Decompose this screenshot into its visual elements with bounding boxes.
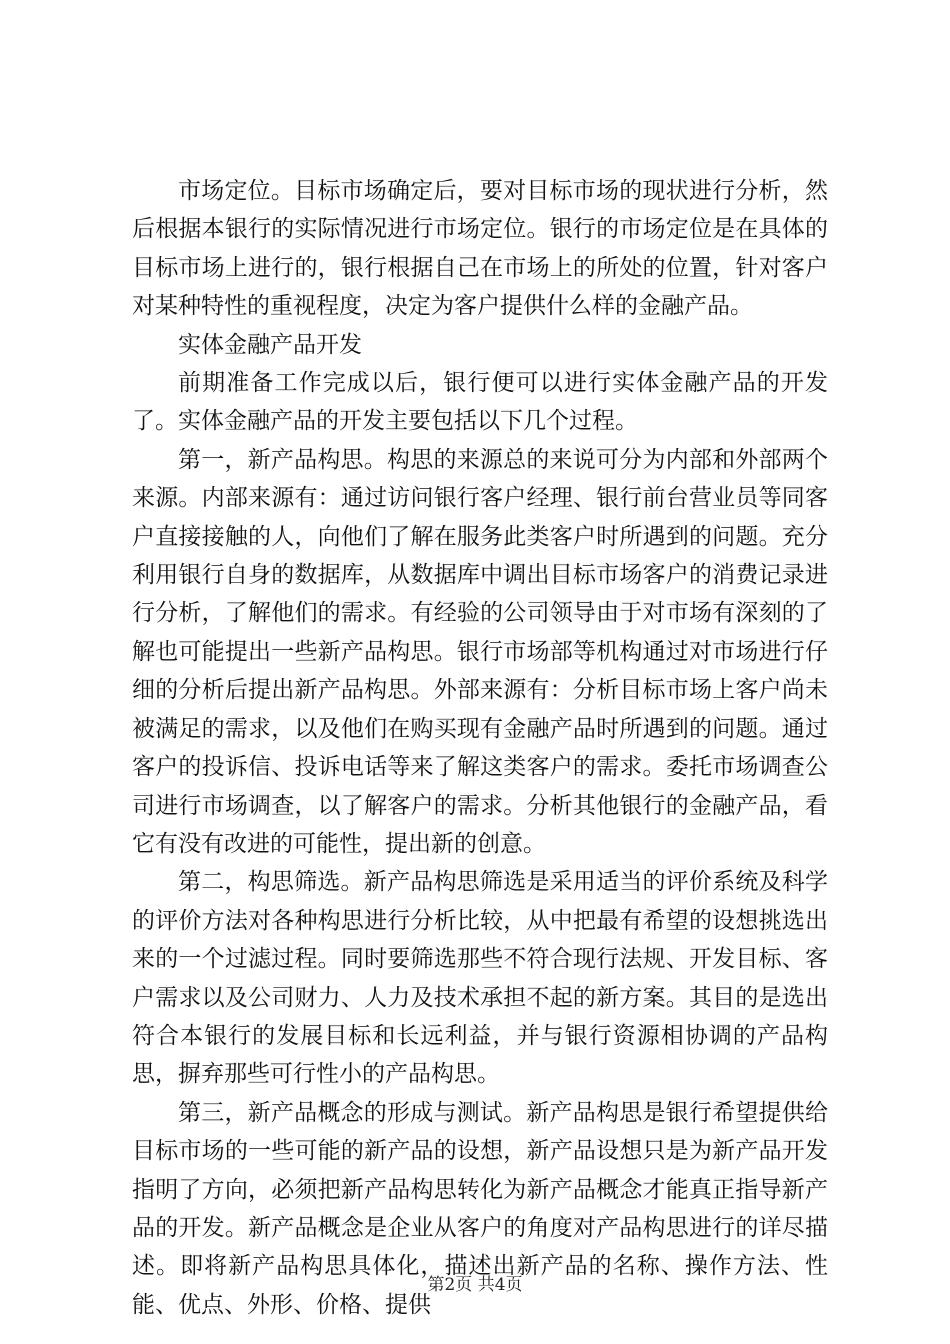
document-body xyxy=(132,172,828,1324)
page-footer xyxy=(0,1270,950,1295)
paragraph-step-one-ideation: 第一，新产品构思。构思的来源总的来说可分为内部和外部两个来源。内部来源有：通过访问银行客户经理、银行前台营业员等同客户直接接触的人，向他们了解在服务此类客户时所遇到的问题。充分利用银行自身的数据库，从数据库中调出目标市场客户的消费记录进行分析，了解他们的需求。有经验的公司领导由于对市场有深刻的了解也可能提出一些新产品构思。银行市场部等机构通过对市场进行仔细的分析后提出新产品构思。外部来源有：分析目标市场上客户尚未被满足的需求，以及他们在购买现有金融产品时所遇到的问题。通过客户的投诉信、投诉电话等来了解这类客户的需求。委托市场调查公司进行市场调查，以了解客户的需求。分析其他银行的金融产品，看它有没有改进的可能性，提出新的创意。 xyxy=(132,446,828,857)
section-heading-product-development: 实体金融产品开发 xyxy=(178,331,362,358)
paragraph-market-positioning: 市场定位。目标市场确定后，要对目标市场的现状进行分析，然后根据本银行的实际情况进行市场定位。银行的市场定位是在具体的目标市场上进行的，银行根据自己在市场上的所处的位置，针对客户对某种特性的重视程度，决定为客户提供什么样的金融产品。 xyxy=(132,178,828,320)
page-number: 第2页 共4页 xyxy=(427,1275,523,1295)
paragraph-step-two-screening: 第二，构思筛选。新产品构思筛选是采用适当的评价系统及科学的评价方法对各种构思进行分析比较，从中把最有希望的设想挑选出来的一个过滤过程。同时要筛选那些不符合现行法规、开发目标、客户需求以及公司财力、人力及技术承担不起的新方案。其目的是选出符合本银行的发展目标和长远利益，并与银行资源相协调的产品构思，摒弃那些可行性小的产品构思。 xyxy=(132,869,828,1088)
paragraph-step-three-concept: 第三，新产品概念的形成与测试。新产品构思是银行希望提供给目标市场的一些可能的新产品的设想，新产品设想只是为新产品开发指明了方向，必须把新产品构思转化为新产品概念才能真正指导新产品的开发。新产品概念是企业从客户的角度对产品构思进行的详尽描述。即将新产品构思具体化，描述出新产品的名称、操作方法、性能、优点、外形、价格、提供 xyxy=(132,1099,828,1318)
paragraph-preparation: 前期准备工作完成以后，银行便可以进行实体金融产品的开发了。实体金融产品的开发主要包括以下几个过程。 xyxy=(132,370,828,435)
